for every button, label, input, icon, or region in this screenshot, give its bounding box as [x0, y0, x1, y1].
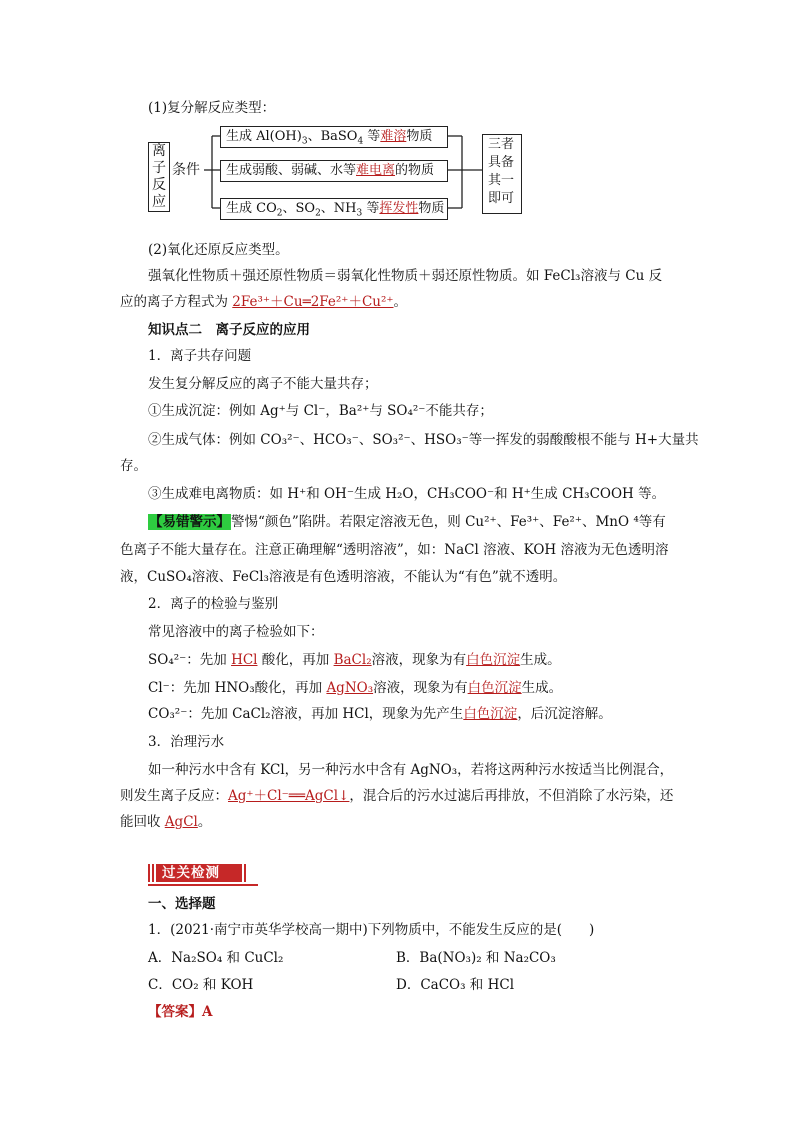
heading-double-decomposition: (1)复分解反应类型：	[148, 100, 276, 116]
item1-intro: 发生复分解反应的离子不能大量共存；	[148, 376, 378, 392]
question-1: 1．(2021·南宁市英华学校高一期中)下列物质中，不能发生反应的是( )	[148, 922, 595, 938]
item3-para-2: 则发生离子反应：Ag⁺＋Cl⁻══AgCl↓，混合后的污水过滤后再排放，不但消除了水污染，还	[120, 788, 674, 804]
heading-redox: (2)氧化还原反应类型。	[148, 242, 289, 258]
test-chloride: Cl⁻：先加 HNO₃酸化，再加 AgNO₃溶液，现象为有白色沉淀生成。	[148, 680, 563, 696]
banner-underline	[148, 884, 258, 886]
test-banner	[148, 862, 258, 884]
silver-chloride-equation: Ag⁺＋Cl⁻══AgCl↓	[228, 788, 350, 804]
volatile-keyword: 挥发性	[379, 201, 419, 216]
item3-para-1: 如一种污水中含有 KCl，另一种污水中含有 AgNO₃，若将这两种污水按适当比例混合，	[148, 762, 674, 778]
option-d: D．CaCO₃ 和 HCl	[396, 977, 515, 993]
item1-weak-electrolyte: ③生成难电离物质：如 H⁺和 OH⁻生成 H₂O，CH₃COO⁻和 H⁺生成 CH₃COOH 等。	[148, 486, 666, 502]
banner-right-stripes	[240, 864, 248, 882]
warning-tag: 【易错警示】	[149, 514, 230, 530]
condition-row-3-text: 生成 $CO_2$、$SO_2$、$NH_3$ 等挥发性物质	[226, 201, 445, 219]
item1-gas-2: 存。	[120, 458, 147, 474]
any-one-label: 三者具备其一即可	[488, 137, 515, 206]
reaction-conditions-diagram	[148, 124, 528, 224]
item3-title: 3．治理污水	[148, 734, 225, 750]
section-title-application: 知识点二 离子反应的应用	[148, 322, 310, 338]
item1-title: 1．离子共存问题	[148, 348, 252, 364]
option-a: A．Na₂SO₄ 和 CuCl₂	[148, 950, 284, 966]
option-c: C．CO₂ 和 KOH	[148, 977, 254, 993]
answer: 【答案】A	[148, 1004, 213, 1020]
condition-row-2-text: 生成弱酸、弱碱、水等难电离的物质	[226, 163, 435, 178]
part-title-choice: 一、选择题	[148, 896, 216, 912]
insoluble-keyword: 难溶	[380, 129, 407, 144]
condition-row-1-text: 生成 $Al(OH)_3$、BaSO$_4$ 等难溶物质	[226, 129, 433, 147]
warning-line-3: 液，CuSO₄溶液、FeCl₃溶液是有色透明溶液，不能认为“有色”就不透明。	[120, 569, 567, 585]
banner-label: 过关检测	[162, 865, 220, 881]
condition-label: 条件	[172, 162, 200, 178]
redox-para-2: 应的离子方程式为 2Fe³⁺＋Cu═2Fe²⁺＋Cu²⁺。	[120, 294, 407, 310]
item3-para-3: 能回收 AgCl。	[120, 814, 212, 830]
weak-electrolyte-keyword: 难电离	[356, 163, 396, 178]
item2-title: 2．离子的检验与鉴别	[148, 596, 279, 612]
banner-left-stripes	[148, 864, 156, 882]
test-sulfate: SO₄²⁻：先加 HCl 酸化，再加 BaCl₂溶液，现象为有白色沉淀生成。	[148, 652, 561, 668]
option-b: B．Ba(NO₃)₂ 和 Na₂CO₃	[396, 950, 556, 966]
item1-precipitate: ①生成沉淀：例如 Ag⁺与 Cl⁻，Ba²⁺与 SO₄²⁻不能共存；	[148, 403, 493, 419]
ion-reaction-label: 离子反应	[152, 143, 166, 210]
warning-line-2: 色离子不能大量存在。注意正确理解“透明溶液”，如：NaCl 溶液、KOH 溶液为无色透明溶	[120, 542, 669, 558]
warning-line-1: 【易错警示】警惕“颜色”陷阱。若限定溶液无色，则 Cu²⁺、Fe³⁺、Fe²⁺、MnO ⁴等有	[149, 514, 666, 530]
item2-intro: 常见溶液中的离子检验如下：	[148, 624, 324, 640]
test-carbonate: CO₃²⁻：先加 CaCl₂溶液，再加 HCl，现象为先产生白色沉淀，后沉淀溶解。	[148, 706, 612, 722]
item1-gas-1: ②生成气体：例如 CO₃²⁻、HCO₃⁻、SO₃²⁻、HSO₃⁻等一挥发的弱酸酸根不能与 H+大量共	[148, 432, 699, 448]
redox-equation: 2Fe³⁺＋Cu═2Fe²⁺＋Cu²⁺	[232, 294, 394, 310]
redox-para-1: 强氧化性物质＋强还原性物质＝弱氧化性物质＋弱还原性物质。如 FeCl₃溶液与 Cu 反	[148, 268, 663, 284]
